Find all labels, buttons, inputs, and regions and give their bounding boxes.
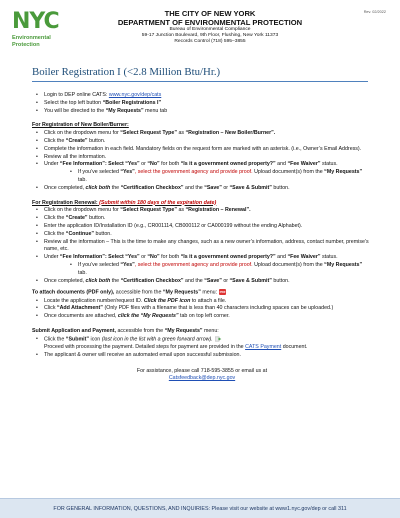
list-item: • Click the “Create” button.: [32, 215, 372, 223]
revision-date: Rev. 02/2022: [363, 10, 386, 14]
list-item: • Once documents are attached, click the “My Requests” tab on top left corner.: [32, 313, 372, 321]
cats-payment-link[interactable]: CATS Payment: [245, 343, 282, 350]
cats-login-link[interactable]: www.nyc.gov/dep/cats: [108, 92, 162, 98]
list-item: • Click the “Continue” button.: [32, 231, 372, 239]
list-item: • Select the top left button “Boiler Registrations I”: [32, 100, 372, 108]
new-registration-list: [32, 130, 372, 192]
list-item: • Once completed, click both the “Certification Checkbox” and the “Save” or “Save & Submit” button.: [32, 278, 372, 286]
list-subitem: • If you’ve selected “Yes”, select the government agency and provide proof. Upload document(s) from the “My Requests” tab.: [58, 169, 372, 185]
agency-address: 59-17 Junction Boulevard, 9th Floor, Flushing, New York 11373: [141, 33, 279, 38]
feedback-email-link[interactable]: Catsfeedback@dep.nyc.gov: [168, 375, 236, 382]
bureau-name: Bureau of Environmental Compliance: [169, 27, 251, 32]
attach-list: [32, 298, 372, 321]
list-item: • You will be directed to the “My Requests” menu tab: [32, 108, 372, 116]
renewal-deadline-note: (Submit within 180 days of the expiration date): [99, 199, 217, 206]
assistance-block: [32, 368, 372, 384]
renewal-list: [32, 207, 372, 285]
city-name: THE CITY OF NEW YORK: [164, 9, 256, 18]
new-registration-heading: For Registration of New Boiler/Burner:: [32, 122, 129, 129]
nyc-dep-logo: [12, 10, 70, 58]
list-item: • Under “Fee Information”: Select “Yes” or “No” for both “Is it a government owned property?” and “Fee Waiver” status.: [32, 254, 372, 262]
list-item: • Review all the information – This is the time to make any changes, such as a new owner’s information, address, contact number, premise’s name, etc.: [32, 239, 372, 255]
submit-heading: Submit Application and Payment, accessible from the “My Requests” menu:: [32, 327, 219, 334]
list-item: • Enter the application ID/Installation ID (e.g., CR001114, CB000112 or CA000199 without the ending Alphabet).: [32, 223, 372, 231]
submit-arrow-icon: [215, 336, 222, 342]
logo-subtitle: Environmental Protection: [12, 35, 51, 48]
records-phone: Records Control (718) 595–3855: [174, 39, 246, 44]
list-item: • Once completed, click both the “Certification Checkbox” and the “Save” or “Save & Submit” button.: [32, 185, 372, 193]
footer-banner: FOR GENERAL INFORMATION, QUESTIONS, AND INQUIRIES: Please visit our website at www1.nyc.gov/dep or call 311: [0, 498, 400, 518]
assistance-text: For assistance, please call 718-595-3855 or email us at: [136, 367, 268, 374]
list-item: • Locate the application number/request ID. Click the PDF icon to attach a file.: [32, 298, 372, 306]
list-item: • Complete the information in each field. Mandatory fields on the request form are marked with an asterisk. (i.e., Owner’s Email Address).: [32, 146, 372, 154]
list-item: • Click the “Create” button.: [32, 138, 372, 146]
list-item: • Under “Fee Information”: Select “Yes” or “No” for both “Is it a government owned property?” and “Fee Waiver” status.: [32, 161, 372, 169]
intro-list: [32, 92, 372, 115]
list-item: • Login to DEP online CATS: www.nyc.gov/dep/cats: [32, 92, 372, 100]
list-item: • Click on the dropdown menu for “Select Request Type” as “Registration – Renewal”.: [32, 207, 372, 215]
page-title: Boiler Registration I (<2.8 Million Btu/Hr.): [32, 66, 221, 78]
pdf-icon: PDF: [219, 290, 226, 295]
submit-list: [32, 336, 372, 360]
logo-wordmark: NYC: [12, 9, 59, 34]
list-item: • Click on the dropdown menu for “Select Request Type” as “Registration – New Boiler/Burner”.: [32, 130, 372, 138]
list-subitem: • If you’ve selected “Yes”, select the government agency and provide proof. Upload document(s) from the “My Requests” tab.: [58, 262, 372, 278]
title-divider: [32, 81, 368, 82]
list-item: • Click “Add Attachment” (Only PDF files with a filename that is less than 40 characters including spaces can be uploaded.): [32, 305, 372, 313]
instructions-body: [32, 92, 372, 383]
department-name: DEPARTMENT OF ENVIRONMENTAL PROTECTION: [117, 18, 303, 27]
attach-heading: To attach documents (PDF only), accessible from the “My Requests” menu: PDF: [32, 289, 226, 296]
list-item: • Review all the information.: [32, 154, 372, 162]
agency-header: [80, 9, 340, 45]
renewal-heading: For Registration Renewal: (Submit within 180 days of the expiration date): [32, 199, 217, 206]
list-item: • The applicant & owner will receive an automated email upon successful submission.: [32, 352, 372, 360]
list-item: • Click the “Submit” icon (last icon in the list with a green forward arrow). Proceed with processing the payment. Detailed steps for payment are provided in the CATS Payment document.: [32, 336, 372, 352]
